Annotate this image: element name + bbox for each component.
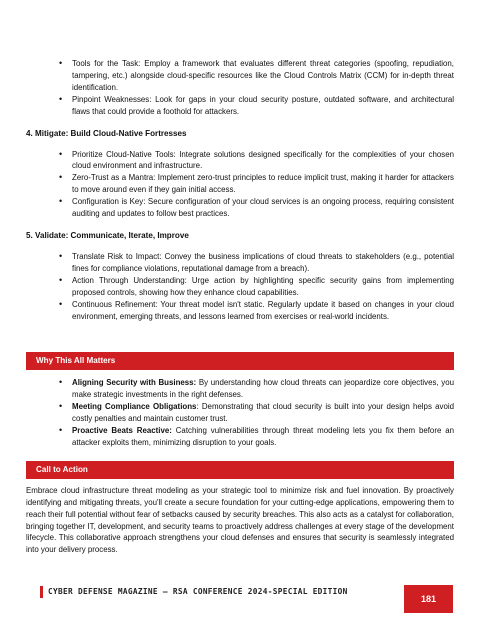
page-content (26, 10, 454, 556)
why-matters-banner: Why This All Matters (26, 352, 454, 370)
item-text: By understanding how cloud threats can jeopardize core objectives, you make strategic investments in the right defenses. (72, 378, 455, 400)
list-item: • Translate Risk to Impact: Convey the business implications of cloud threats to stakeholders (e.g., potential fines for compliance violations, reputational damage from a breach). (26, 251, 454, 275)
list-item (26, 425, 454, 449)
why-matters-list (26, 377, 454, 448)
list-item: • Action Through Understanding: Urge action by highlighting specific security gains from implementing proposed controls, showing how they enhance cloud capabilities. (26, 275, 454, 299)
call-to-action-paragraph: Embrace cloud infrastructure threat modeling as your strategic tool to minimize risk and fuel innovation. By proactively identifying and mitigating threats, you'll create a secure foundation for your cutting-edge applications, empowering them to reach their full potential without fear of setbacks caused by security breaches. This also acts as a catalyst for collaboration, bringing together IT, development, and security teams to proactively address challenges at every stage of the development lifecycle. This collaborative approach strengthens your cloud defenses and ensures that security is seamlessly integrated into your delivery process. (26, 485, 454, 555)
list-item: • Zero-Trust as a Mantra: Implement zero-trust principles to reduce implicit trust, making it harder for attackers to move around even if they gain initial access. (26, 172, 454, 196)
item-text: : Demonstrating that cloud security is built into your design helps avoid costly penalties and maintain customer trust. (72, 402, 454, 424)
footer-accent-bar (40, 586, 43, 598)
validate-list (26, 251, 454, 322)
list-item: • Configuration is Key: Secure configuration of your cloud services is an ongoing process, requiring consistent auditing and updates to follow best practices. (26, 196, 454, 220)
mitigate-list (26, 149, 454, 220)
list-item: • Tools for the Task: Employ a framework that evaluates different threat categories (spoofing, repudiation, tampering, etc.) alongside cloud-specific resources like the Cloud Controls Matrix (CCM) for in-depth threat identification. (26, 58, 454, 94)
list-item: • Pinpoint Weaknesses: Look for gaps in your cloud security posture, outdated software, and architectural flaws that could provide a foothold for attackers. (26, 94, 454, 118)
list-item (26, 377, 454, 401)
list-item: • Prioritize Cloud-Native Tools: Integrate solutions designed specifically for the complexities of your chosen cloud environment and infrastructure. (26, 149, 454, 173)
section-heading-validate: 5. Validate: Communicate, Iterate, Improve (26, 230, 189, 240)
call-to-action-banner: Call to Action (26, 461, 454, 479)
threat-identification-list (26, 58, 454, 118)
list-item (26, 401, 454, 425)
item-bold-lead: Meeting Compliance Obligations (72, 402, 197, 412)
page-footer (0, 579, 480, 621)
list-item: • Continuous Refinement: Your threat model isn't static. Regularly update it based on changes in your cloud environment, emerging threats, and lessons learned from exercises or real-world incidents. (26, 299, 454, 323)
page-number: 181 (404, 585, 453, 613)
item-text: Catching vulnerabilities through threat modeling lets you fix them before an attacker exploits them, minimizing disruption to your goals. (72, 426, 454, 447)
section-heading-mitigate: 4. Mitigate: Build Cloud-Native Fortresses (26, 128, 187, 138)
item-bold-lead: Proactive Beats Reactive: (72, 426, 172, 436)
publication-name: CYBER DEFENSE MAGAZINE – RSA CONFERENCE 2024-SPECIAL EDITION (48, 587, 348, 596)
item-bold-lead: Aligning Security with Business: (72, 378, 197, 388)
